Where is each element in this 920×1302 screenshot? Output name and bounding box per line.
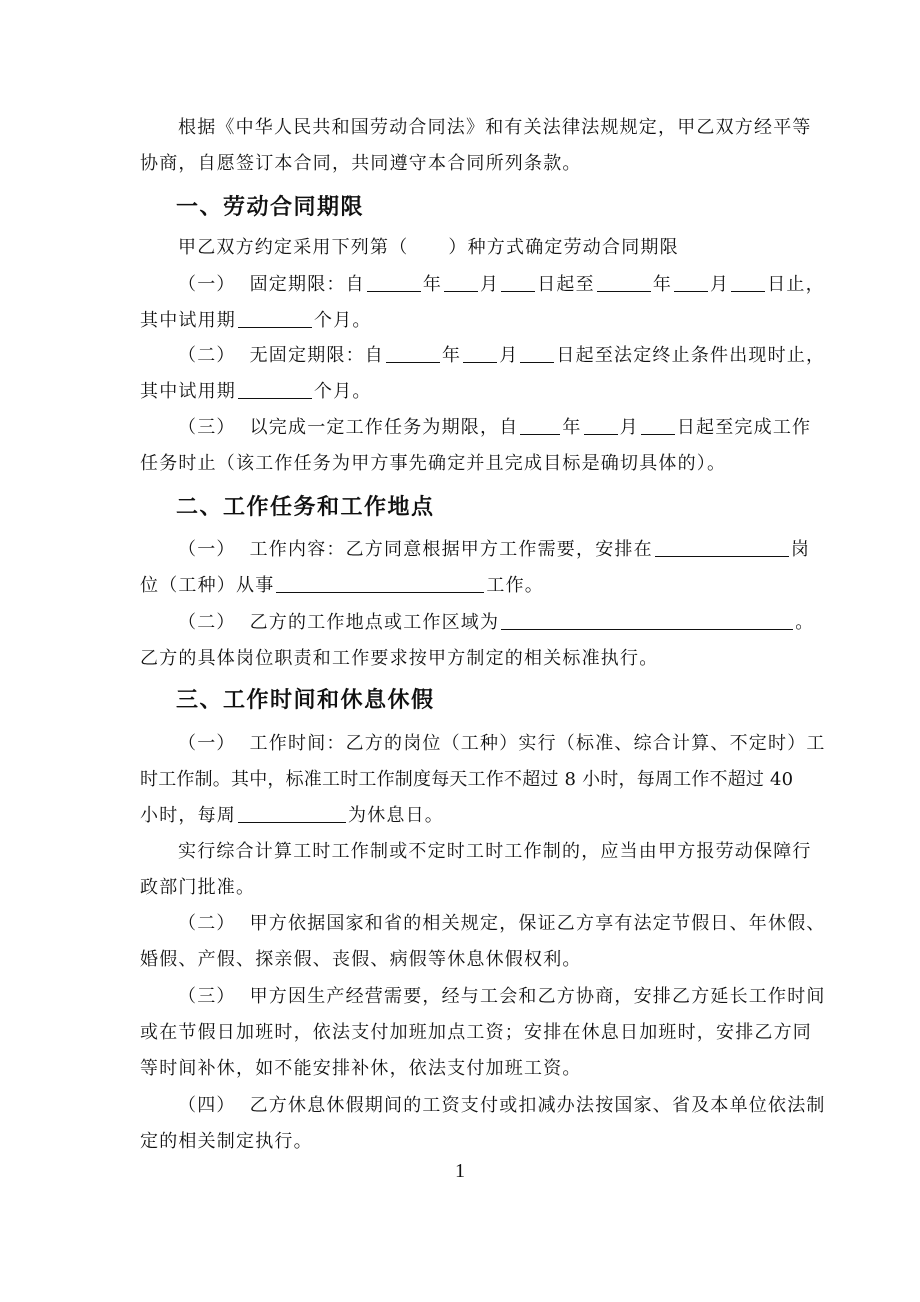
opt1-day-to-label: 日止，: [767, 274, 825, 295]
section1-choose: [140, 230, 780, 266]
s2-item2-text-a: 乙方的工作地点或工作区域为: [249, 612, 500, 633]
s3-item1-line-2: 时工作制。其中，标准工时工作制度每天工作不超过 8 小时，每周工作不超过 40: [140, 769, 794, 790]
s2-item2-line-2: 乙方的具体岗位职责和工作要求按甲方制定的相关标准执行。: [140, 648, 659, 669]
section2-item2: [140, 605, 815, 677]
s3-item3-line-1: 甲方因生产经营需要，经与工会和乙方协商，安排乙方延长工作时间: [249, 986, 826, 1007]
choose-text-b: ）种方式确定劳动合同期限: [448, 237, 679, 258]
opt2-probation-blank[interactable]: [238, 380, 312, 399]
intro-paragraph: [140, 110, 812, 182]
s3-item1-label: （一）: [178, 733, 236, 754]
s3-item4-line-1: 乙方休息休假期间的工资支付或扣减办法按国家、省及本单位依法制: [249, 1095, 826, 1116]
opt3-line-2: 任务时止（该工作任务为甲方事先确定并且完成目标是确切具体的）。: [140, 453, 727, 474]
s3-item1-line-1: 工作时间：乙方的岗位（工种）实行（标准、综合计算、不定时）工: [249, 733, 826, 754]
section3-para: [140, 834, 812, 906]
section3-title: 三、工作时间和休息休假: [176, 687, 435, 713]
opt2-year-label: 年: [442, 345, 462, 366]
section1-option2: [140, 338, 826, 410]
opt1-probation-blank[interactable]: [238, 309, 312, 328]
opt3-text-b: 日起至完成工作: [676, 417, 812, 438]
opt3-year-label: 年: [562, 417, 582, 438]
s2-item1-text-a: 工作内容：乙方同意根据甲方工作需要，安排在: [249, 539, 653, 560]
work-type-blank[interactable]: [276, 574, 484, 593]
opt2-probation-label: 其中试用期: [140, 381, 236, 402]
s3-item2-line-2: 婚假、产假、探亲假、丧假、病假等休息休假权利。: [140, 949, 582, 970]
opt1-year-from-blank[interactable]: [367, 273, 421, 292]
section1-option1: [140, 267, 825, 339]
s2-item1-text-b: 岗: [790, 539, 811, 560]
opt3-year-blank[interactable]: [520, 416, 560, 435]
intro-line-2: 协商，自愿签订本合同，共同遵守本合同所列条款。: [140, 153, 582, 174]
opt3-month-blank[interactable]: [584, 416, 618, 435]
opt1-text-a: 固定期限：自: [249, 274, 365, 295]
opt3-day-blank[interactable]: [641, 416, 675, 435]
s3-item4-line-2: 定的相关制定执行。: [140, 1131, 313, 1152]
section3-item2: [140, 906, 826, 978]
s3-item3-line-2: 或在节假日加班时，依法支付加班加点工资；安排在休息日加班时，安排乙方同: [140, 1022, 812, 1043]
section1-title: 一、劳动合同期限: [176, 194, 365, 220]
section3-item4: [140, 1088, 826, 1160]
opt1-month-to-blank[interactable]: [674, 273, 708, 292]
choose-text-a: 甲乙双方约定采用下列第（: [178, 237, 409, 258]
opt2-probation-unit: 个月。: [314, 381, 372, 402]
s2-item2-label: （二）: [178, 612, 236, 633]
opt1-day-from-label: 日起至: [537, 274, 595, 295]
opt1-day-from-blank[interactable]: [501, 273, 535, 292]
rest-day-blank[interactable]: [238, 804, 346, 823]
opt1-year-label-2: 年: [652, 274, 673, 295]
section1-option3: [140, 410, 812, 482]
opt2-month-blank[interactable]: [463, 344, 497, 363]
opt2-year-blank[interactable]: [386, 344, 440, 363]
s2-item1-line2-b: 工作。: [486, 575, 545, 596]
s3-item4-label: （四）: [178, 1095, 236, 1116]
s3-item1-line3-b: 为休息日。: [348, 805, 444, 826]
opt2-label: （二）: [178, 345, 236, 366]
s3-item2-line-1: 甲方依据国家和省的相关规定，保证乙方享有法定节假日、年休假、: [249, 913, 826, 934]
opt2-day-blank[interactable]: [520, 344, 554, 363]
section2-item1: [140, 532, 811, 604]
s2-item1-label: （一）: [178, 539, 236, 560]
opt2-text-b: 日起至法定终止条件出现时止，: [556, 345, 826, 366]
opt1-month-label: 月: [480, 274, 500, 295]
opt3-text-a: 以完成一定工作任务为期限，自: [249, 417, 519, 438]
post-blank[interactable]: [655, 538, 789, 557]
opt1-year-label: 年: [422, 274, 443, 295]
opt3-month-label: 月: [619, 417, 639, 438]
opt2-month-label: 月: [499, 345, 519, 366]
s3-item1-line3-a: 小时，每周: [140, 805, 236, 826]
s3-item3-line-3: 等时间补休，如不能安排补休，依法支付加班工资。: [140, 1058, 582, 1079]
work-location-blank[interactable]: [501, 611, 793, 630]
s3-para-line-1: 实行综合计算工时工作制或不定时工时工作制的，应当由甲方报劳动保障行: [178, 841, 812, 862]
opt1-probation-unit: 个月。: [314, 310, 372, 331]
opt1-month-label-2: 月: [710, 274, 730, 295]
s2-item1-line2-a: 位（工种）从事: [140, 575, 275, 596]
s3-item3-label: （三）: [178, 986, 236, 1007]
section3-item3: [140, 979, 826, 1087]
intro-line-1: 根据《中华人民共和国劳动合同法》和有关法律法规规定，甲乙双方经平等: [178, 117, 812, 138]
section2-title: 二、工作任务和工作地点: [176, 494, 435, 520]
s3-item2-label: （二）: [178, 913, 236, 934]
opt1-month-from-blank[interactable]: [444, 273, 478, 292]
s3-para-line-2: 政部门批准。: [140, 877, 256, 898]
section3-item1: [140, 726, 826, 834]
opt1-probation-label: 其中试用期: [140, 310, 236, 331]
page-number: 1: [455, 1160, 465, 1182]
opt1-day-to-blank[interactable]: [731, 273, 765, 292]
opt1-label: （一）: [178, 274, 236, 295]
opt2-text-a: 无固定期限：自: [249, 345, 385, 366]
opt1-year-to-blank[interactable]: [597, 273, 651, 292]
s2-item2-text-b: 。: [795, 612, 815, 633]
opt3-label: （三）: [178, 417, 236, 438]
